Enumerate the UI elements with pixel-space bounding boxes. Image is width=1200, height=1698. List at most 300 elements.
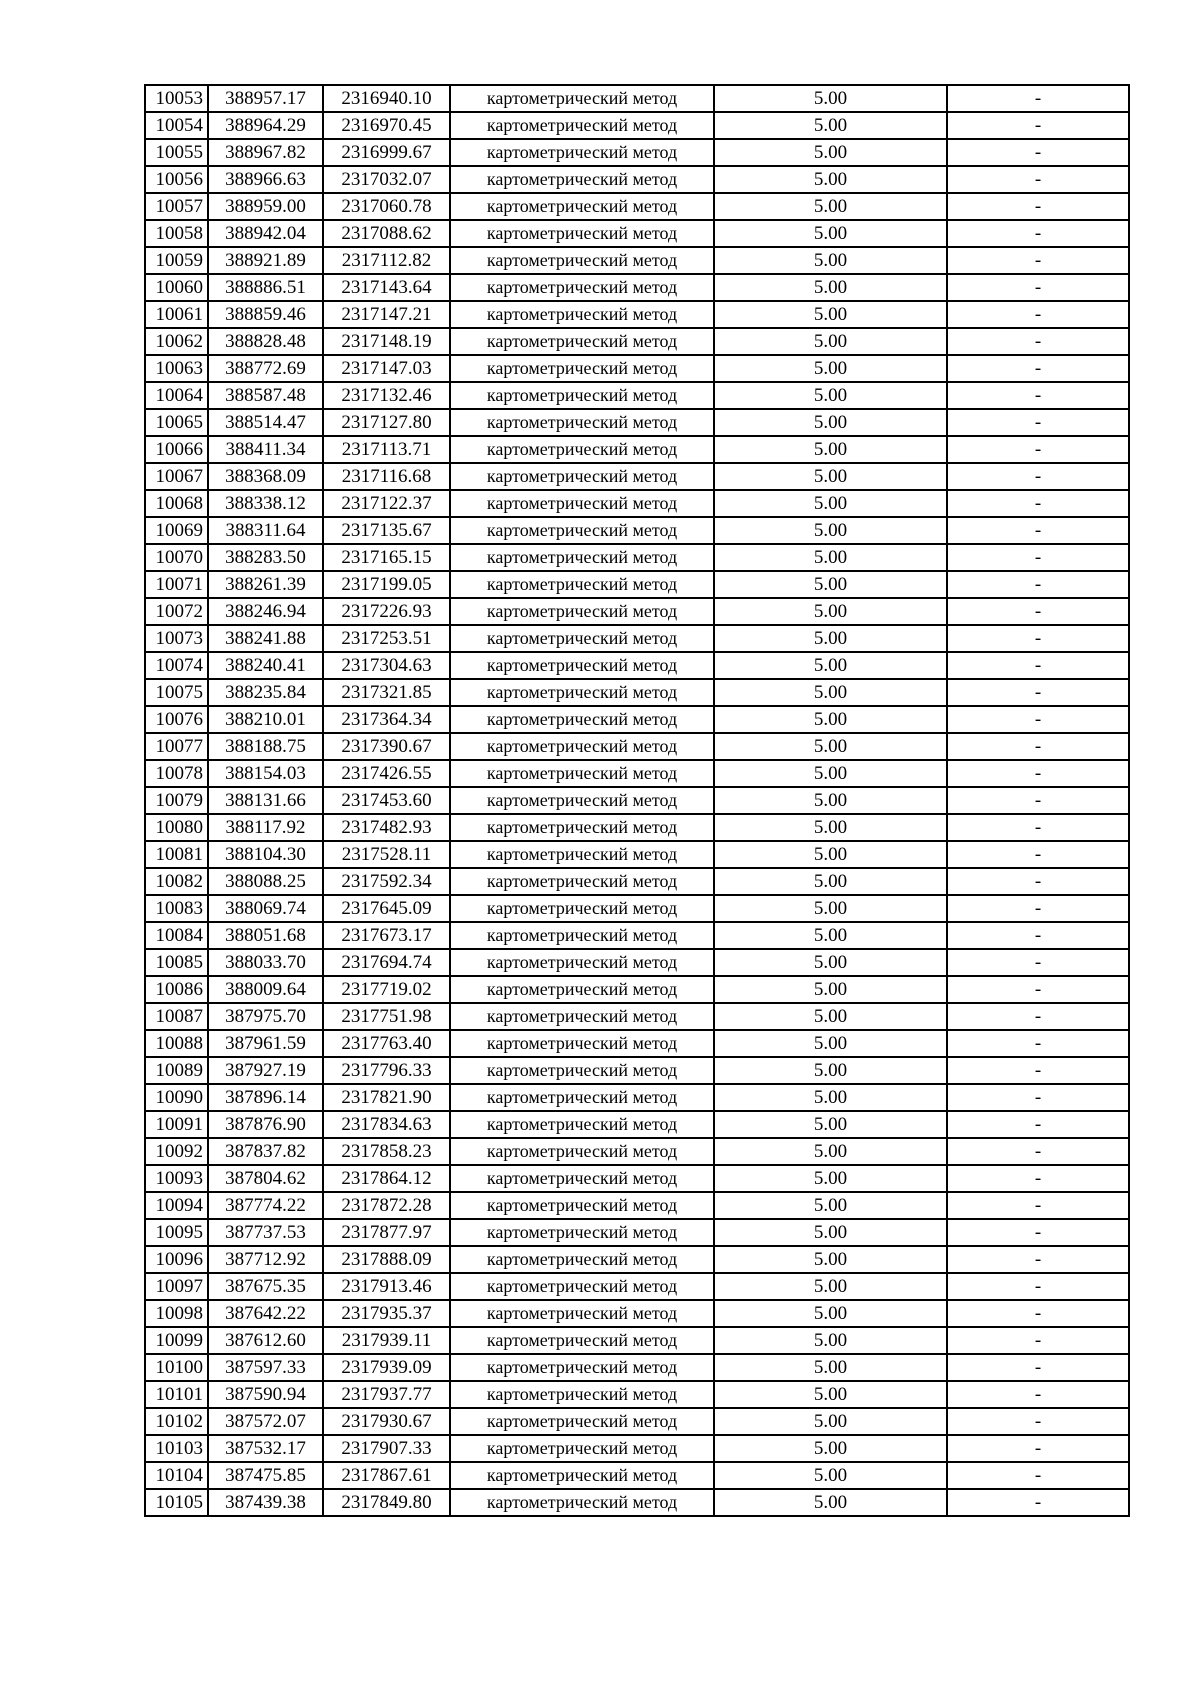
description-cell: - [947, 733, 1129, 760]
y-coordinate: 2316999.67 [323, 139, 450, 166]
x-coordinate: 388311.64 [208, 517, 323, 544]
point-number: 10065 [145, 409, 208, 436]
precision-cell: 5.00 [714, 490, 947, 517]
point-number: 10054 [145, 112, 208, 139]
x-coordinate: 387975.70 [208, 1003, 323, 1030]
precision-cell: 5.00 [714, 1489, 947, 1516]
y-coordinate: 2317426.55 [323, 760, 450, 787]
point-number: 10069 [145, 517, 208, 544]
x-coordinate: 388240.41 [208, 652, 323, 679]
method-cell: картометрический метод [450, 598, 714, 625]
point-number: 10094 [145, 1192, 208, 1219]
point-number: 10056 [145, 166, 208, 193]
precision-cell: 5.00 [714, 841, 947, 868]
method-cell: картометрический метод [450, 1462, 714, 1489]
precision-cell: 5.00 [714, 895, 947, 922]
table-row [145, 1219, 1129, 1246]
precision-cell: 5.00 [714, 1057, 947, 1084]
x-coordinate: 388069.74 [208, 895, 323, 922]
x-coordinate: 388828.48 [208, 328, 323, 355]
table-row [145, 1489, 1129, 1516]
precision-cell: 5.00 [714, 1462, 947, 1489]
table-row [145, 463, 1129, 490]
x-coordinate: 388966.63 [208, 166, 323, 193]
y-coordinate: 2317888.09 [323, 1246, 450, 1273]
precision-cell: 5.00 [714, 193, 947, 220]
description-cell: - [947, 949, 1129, 976]
x-coordinate: 387837.82 [208, 1138, 323, 1165]
precision-cell: 5.00 [714, 1003, 947, 1030]
table-row [145, 1084, 1129, 1111]
precision-cell: 5.00 [714, 355, 947, 382]
precision-cell: 5.00 [714, 922, 947, 949]
y-coordinate: 2317867.61 [323, 1462, 450, 1489]
x-coordinate: 387532.17 [208, 1435, 323, 1462]
y-coordinate: 2317821.90 [323, 1084, 450, 1111]
table-row [145, 409, 1129, 436]
y-coordinate: 2317645.09 [323, 895, 450, 922]
y-coordinate: 2317122.37 [323, 490, 450, 517]
description-cell: - [947, 436, 1129, 463]
x-coordinate: 388009.64 [208, 976, 323, 1003]
description-cell: - [947, 1246, 1129, 1273]
method-cell: картометрический метод [450, 841, 714, 868]
x-coordinate: 388088.25 [208, 868, 323, 895]
precision-cell: 5.00 [714, 1246, 947, 1273]
table-row [145, 301, 1129, 328]
description-cell: - [947, 301, 1129, 328]
y-coordinate: 2317937.77 [323, 1381, 450, 1408]
method-cell: картометрический метод [450, 760, 714, 787]
point-number: 10088 [145, 1030, 208, 1057]
description-cell: - [947, 1111, 1129, 1138]
x-coordinate: 388241.88 [208, 625, 323, 652]
method-cell: картометрический метод [450, 895, 714, 922]
precision-cell: 5.00 [714, 1381, 947, 1408]
description-cell: - [947, 1408, 1129, 1435]
table-row [145, 139, 1129, 166]
point-number: 10102 [145, 1408, 208, 1435]
precision-cell: 5.00 [714, 139, 947, 166]
x-coordinate: 388188.75 [208, 733, 323, 760]
x-coordinate: 387642.22 [208, 1300, 323, 1327]
precision-cell: 5.00 [714, 1327, 947, 1354]
method-cell: картометрический метод [450, 1057, 714, 1084]
point-number: 10096 [145, 1246, 208, 1273]
x-coordinate: 387439.38 [208, 1489, 323, 1516]
table-row [145, 1435, 1129, 1462]
precision-cell: 5.00 [714, 571, 947, 598]
table-row [145, 814, 1129, 841]
description-cell: - [947, 1435, 1129, 1462]
description-cell: - [947, 706, 1129, 733]
table-row [145, 166, 1129, 193]
y-coordinate: 2317877.97 [323, 1219, 450, 1246]
y-coordinate: 2317872.28 [323, 1192, 450, 1219]
x-coordinate: 388033.70 [208, 949, 323, 976]
y-coordinate: 2317482.93 [323, 814, 450, 841]
description-cell: - [947, 1462, 1129, 1489]
point-number: 10097 [145, 1273, 208, 1300]
y-coordinate: 2317113.71 [323, 436, 450, 463]
y-coordinate: 2317364.34 [323, 706, 450, 733]
table-row [145, 1057, 1129, 1084]
x-coordinate: 388283.50 [208, 544, 323, 571]
x-coordinate: 387737.53 [208, 1219, 323, 1246]
x-coordinate: 387675.35 [208, 1273, 323, 1300]
method-cell: картометрический метод [450, 220, 714, 247]
method-cell: картометрический метод [450, 868, 714, 895]
x-coordinate: 387927.19 [208, 1057, 323, 1084]
table-row [145, 1003, 1129, 1030]
point-number: 10072 [145, 598, 208, 625]
y-coordinate: 2317796.33 [323, 1057, 450, 1084]
precision-cell: 5.00 [714, 517, 947, 544]
description-cell: - [947, 409, 1129, 436]
method-cell: картометрический метод [450, 1138, 714, 1165]
x-coordinate: 387572.07 [208, 1408, 323, 1435]
precision-cell: 5.00 [714, 247, 947, 274]
precision-cell: 5.00 [714, 1408, 947, 1435]
x-coordinate: 388514.47 [208, 409, 323, 436]
method-cell: картометрический метод [450, 193, 714, 220]
table-row [145, 652, 1129, 679]
table-row [145, 436, 1129, 463]
description-cell: - [947, 814, 1129, 841]
x-coordinate: 387876.90 [208, 1111, 323, 1138]
point-number: 10064 [145, 382, 208, 409]
precision-cell: 5.00 [714, 409, 947, 436]
y-coordinate: 2317253.51 [323, 625, 450, 652]
description-cell: - [947, 895, 1129, 922]
table-row [145, 706, 1129, 733]
precision-cell: 5.00 [714, 1084, 947, 1111]
method-cell: картометрический метод [450, 1084, 714, 1111]
point-number: 10099 [145, 1327, 208, 1354]
table-row [145, 355, 1129, 382]
method-cell: картометрический метод [450, 463, 714, 490]
description-cell: - [947, 1489, 1129, 1516]
method-cell: картометрический метод [450, 1165, 714, 1192]
point-number: 10103 [145, 1435, 208, 1462]
method-cell: картометрический метод [450, 112, 714, 139]
x-coordinate: 388587.48 [208, 382, 323, 409]
point-number: 10089 [145, 1057, 208, 1084]
precision-cell: 5.00 [714, 1435, 947, 1462]
description-cell: - [947, 1003, 1129, 1030]
y-coordinate: 2317132.46 [323, 382, 450, 409]
table-row [145, 787, 1129, 814]
description-cell: - [947, 1030, 1129, 1057]
y-coordinate: 2317112.82 [323, 247, 450, 274]
table-row [145, 1327, 1129, 1354]
description-cell: - [947, 787, 1129, 814]
point-number: 10053 [145, 85, 208, 112]
precision-cell: 5.00 [714, 301, 947, 328]
description-cell: - [947, 247, 1129, 274]
y-coordinate: 2317528.11 [323, 841, 450, 868]
precision-cell: 5.00 [714, 274, 947, 301]
method-cell: картометрический метод [450, 1273, 714, 1300]
table-row [145, 247, 1129, 274]
method-cell: картометрический метод [450, 328, 714, 355]
method-cell: картометрический метод [450, 544, 714, 571]
y-coordinate: 2317390.67 [323, 733, 450, 760]
description-cell: - [947, 274, 1129, 301]
method-cell: картометрический метод [450, 1435, 714, 1462]
method-cell: картометрический метод [450, 625, 714, 652]
point-number: 10082 [145, 868, 208, 895]
method-cell: картометрический метод [450, 1246, 714, 1273]
precision-cell: 5.00 [714, 679, 947, 706]
point-number: 10085 [145, 949, 208, 976]
method-cell: картометрический метод [450, 679, 714, 706]
point-number: 10061 [145, 301, 208, 328]
x-coordinate: 388967.82 [208, 139, 323, 166]
x-coordinate: 387774.22 [208, 1192, 323, 1219]
point-number: 10100 [145, 1354, 208, 1381]
description-cell: - [947, 1381, 1129, 1408]
description-cell: - [947, 1192, 1129, 1219]
method-cell: картометрический метод [450, 571, 714, 598]
precision-cell: 5.00 [714, 760, 947, 787]
method-cell: картометрический метод [450, 1030, 714, 1057]
y-coordinate: 2317321.85 [323, 679, 450, 706]
y-coordinate: 2317143.64 [323, 274, 450, 301]
method-cell: картометрический метод [450, 1489, 714, 1516]
table-row [145, 1300, 1129, 1327]
description-cell: - [947, 598, 1129, 625]
x-coordinate: 388957.17 [208, 85, 323, 112]
y-coordinate: 2317751.98 [323, 1003, 450, 1030]
description-cell: - [947, 1138, 1129, 1165]
coordinates-table [144, 84, 1130, 1517]
description-cell: - [947, 490, 1129, 517]
point-number: 10079 [145, 787, 208, 814]
point-number: 10071 [145, 571, 208, 598]
description-cell: - [947, 544, 1129, 571]
description-cell: - [947, 679, 1129, 706]
x-coordinate: 388942.04 [208, 220, 323, 247]
description-cell: - [947, 1273, 1129, 1300]
x-coordinate: 388051.68 [208, 922, 323, 949]
x-coordinate: 388338.12 [208, 490, 323, 517]
y-coordinate: 2317032.07 [323, 166, 450, 193]
description-cell: - [947, 652, 1129, 679]
description-cell: - [947, 193, 1129, 220]
point-number: 10105 [145, 1489, 208, 1516]
x-coordinate: 388921.89 [208, 247, 323, 274]
point-number: 10080 [145, 814, 208, 841]
table-row [145, 760, 1129, 787]
method-cell: картометрический метод [450, 733, 714, 760]
description-cell: - [947, 1300, 1129, 1327]
method-cell: картометрический метод [450, 976, 714, 1003]
point-number: 10084 [145, 922, 208, 949]
method-cell: картометрический метод [450, 1192, 714, 1219]
x-coordinate: 388104.30 [208, 841, 323, 868]
x-coordinate: 388959.00 [208, 193, 323, 220]
y-coordinate: 2317116.68 [323, 463, 450, 490]
point-number: 10093 [145, 1165, 208, 1192]
description-cell: - [947, 1327, 1129, 1354]
precision-cell: 5.00 [714, 1111, 947, 1138]
table-row [145, 544, 1129, 571]
method-cell: картометрический метод [450, 1381, 714, 1408]
description-cell: - [947, 220, 1129, 247]
y-coordinate: 2317127.80 [323, 409, 450, 436]
table-row [145, 679, 1129, 706]
y-coordinate: 2317304.63 [323, 652, 450, 679]
y-coordinate: 2317592.34 [323, 868, 450, 895]
table-row [145, 112, 1129, 139]
y-coordinate: 2317199.05 [323, 571, 450, 598]
point-number: 10077 [145, 733, 208, 760]
description-cell: - [947, 355, 1129, 382]
table-row [145, 1381, 1129, 1408]
x-coordinate: 388210.01 [208, 706, 323, 733]
x-coordinate: 388886.51 [208, 274, 323, 301]
x-coordinate: 387896.14 [208, 1084, 323, 1111]
coordinates-table-body [145, 85, 1129, 1516]
table-row [145, 1273, 1129, 1300]
method-cell: картометрический метод [450, 436, 714, 463]
precision-cell: 5.00 [714, 85, 947, 112]
table-row [145, 274, 1129, 301]
precision-cell: 5.00 [714, 787, 947, 814]
point-number: 10066 [145, 436, 208, 463]
table-row [145, 220, 1129, 247]
table-row [145, 1030, 1129, 1057]
table-row [145, 598, 1129, 625]
description-cell: - [947, 112, 1129, 139]
point-number: 10098 [145, 1300, 208, 1327]
y-coordinate: 2317719.02 [323, 976, 450, 1003]
method-cell: картометрический метод [450, 1354, 714, 1381]
method-cell: картометрический метод [450, 1300, 714, 1327]
y-coordinate: 2317930.67 [323, 1408, 450, 1435]
x-coordinate: 387590.94 [208, 1381, 323, 1408]
point-number: 10055 [145, 139, 208, 166]
table-row [145, 1192, 1129, 1219]
y-coordinate: 2317864.12 [323, 1165, 450, 1192]
point-number: 10070 [145, 544, 208, 571]
point-number: 10074 [145, 652, 208, 679]
point-number: 10057 [145, 193, 208, 220]
description-cell: - [947, 1057, 1129, 1084]
table-row [145, 625, 1129, 652]
method-cell: картометрический метод [450, 382, 714, 409]
x-coordinate: 387612.60 [208, 1327, 323, 1354]
method-cell: картометрический метод [450, 490, 714, 517]
y-coordinate: 2317147.03 [323, 355, 450, 382]
precision-cell: 5.00 [714, 1165, 947, 1192]
x-coordinate: 387712.92 [208, 1246, 323, 1273]
method-cell: картометрический метод [450, 274, 714, 301]
description-cell: - [947, 868, 1129, 895]
point-number: 10075 [145, 679, 208, 706]
point-number: 10087 [145, 1003, 208, 1030]
description-cell: - [947, 1354, 1129, 1381]
y-coordinate: 2317147.21 [323, 301, 450, 328]
precision-cell: 5.00 [714, 733, 947, 760]
table-row [145, 1165, 1129, 1192]
description-cell: - [947, 328, 1129, 355]
precision-cell: 5.00 [714, 220, 947, 247]
description-cell: - [947, 625, 1129, 652]
table-row [145, 382, 1129, 409]
point-number: 10090 [145, 1084, 208, 1111]
precision-cell: 5.00 [714, 382, 947, 409]
precision-cell: 5.00 [714, 1030, 947, 1057]
description-cell: - [947, 139, 1129, 166]
method-cell: картометрический метод [450, 949, 714, 976]
precision-cell: 5.00 [714, 1354, 947, 1381]
method-cell: картометрический метод [450, 517, 714, 544]
table-row [145, 193, 1129, 220]
precision-cell: 5.00 [714, 949, 947, 976]
table-row [145, 976, 1129, 1003]
table-row [145, 490, 1129, 517]
point-number: 10076 [145, 706, 208, 733]
point-number: 10060 [145, 274, 208, 301]
y-coordinate: 2317226.93 [323, 598, 450, 625]
method-cell: картометрический метод [450, 409, 714, 436]
table-row [145, 949, 1129, 976]
precision-cell: 5.00 [714, 625, 947, 652]
table-row [145, 571, 1129, 598]
table-row [145, 1111, 1129, 1138]
table-row [145, 328, 1129, 355]
y-coordinate: 2317939.11 [323, 1327, 450, 1354]
table-row [145, 922, 1129, 949]
y-coordinate: 2317060.78 [323, 193, 450, 220]
y-coordinate: 2317849.80 [323, 1489, 450, 1516]
precision-cell: 5.00 [714, 1138, 947, 1165]
x-coordinate: 388117.92 [208, 814, 323, 841]
description-cell: - [947, 841, 1129, 868]
description-cell: - [947, 1084, 1129, 1111]
method-cell: картометрический метод [450, 85, 714, 112]
table-row [145, 517, 1129, 544]
x-coordinate: 388131.66 [208, 787, 323, 814]
method-cell: картометрический метод [450, 355, 714, 382]
x-coordinate: 388154.03 [208, 760, 323, 787]
x-coordinate: 387475.85 [208, 1462, 323, 1489]
y-coordinate: 2316970.45 [323, 112, 450, 139]
precision-cell: 5.00 [714, 436, 947, 463]
y-coordinate: 2316940.10 [323, 85, 450, 112]
precision-cell: 5.00 [714, 112, 947, 139]
point-number: 10104 [145, 1462, 208, 1489]
precision-cell: 5.00 [714, 598, 947, 625]
method-cell: картометрический метод [450, 139, 714, 166]
point-number: 10091 [145, 1111, 208, 1138]
x-coordinate: 388246.94 [208, 598, 323, 625]
point-number: 10073 [145, 625, 208, 652]
y-coordinate: 2317088.62 [323, 220, 450, 247]
point-number: 10081 [145, 841, 208, 868]
x-coordinate: 387961.59 [208, 1030, 323, 1057]
method-cell: картометрический метод [450, 1003, 714, 1030]
method-cell: картометрический метод [450, 247, 714, 274]
point-number: 10068 [145, 490, 208, 517]
table-row [145, 841, 1129, 868]
table-row [145, 895, 1129, 922]
table-row [145, 1462, 1129, 1489]
method-cell: картометрический метод [450, 1327, 714, 1354]
point-number: 10067 [145, 463, 208, 490]
